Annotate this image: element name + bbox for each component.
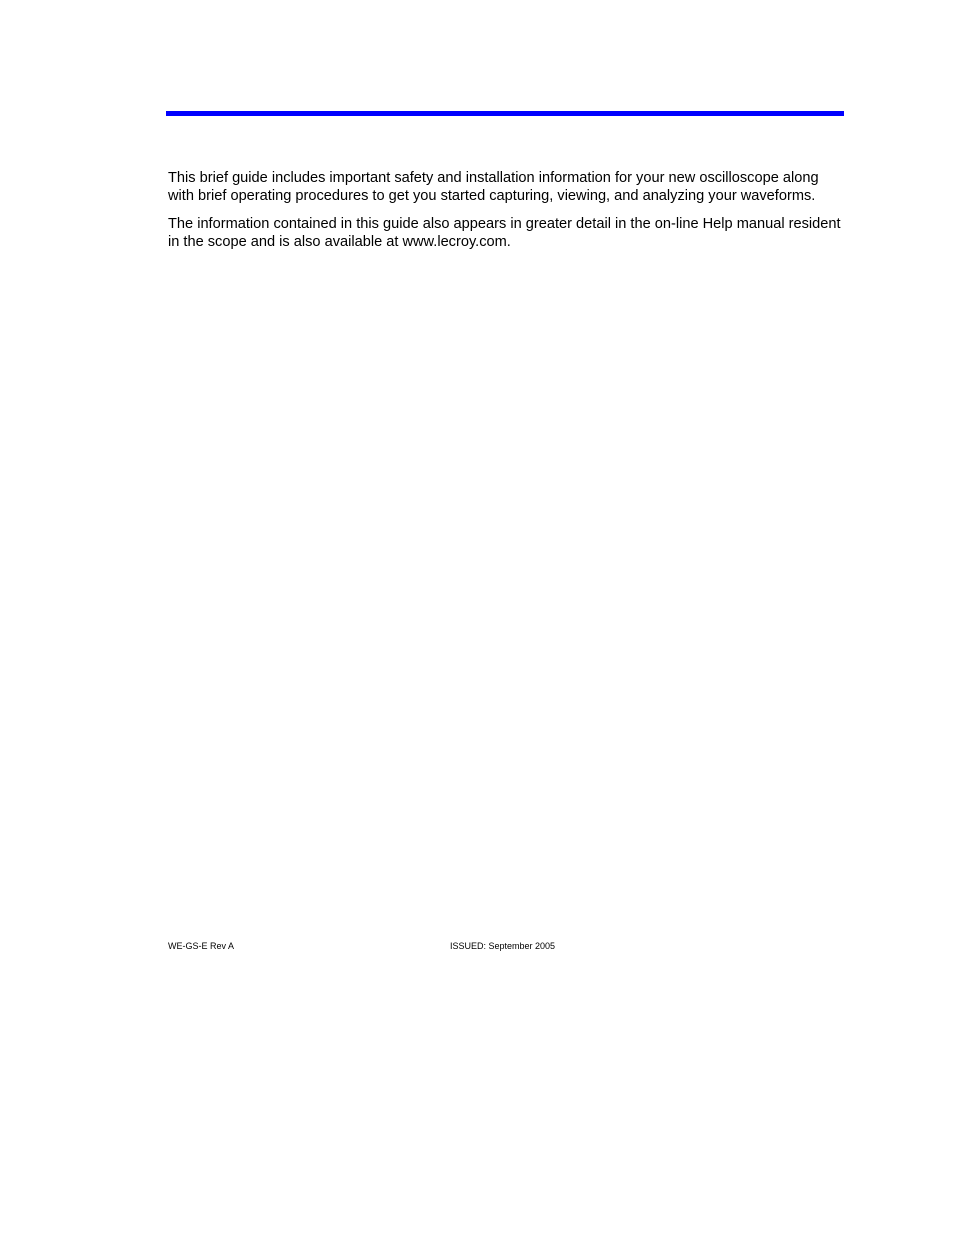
header-rule [166, 111, 844, 116]
footer-doc-id: WE-GS-E Rev A [168, 941, 235, 951]
intro-section [168, 169, 844, 261]
footer-issued-date: ISSUED: September 2005 [450, 941, 556, 951]
intro-paragraph-1: This brief guide includes important safety and installation information for your new oscilloscope along with brief operating procedures to get you started capturing, viewing, and analyzing your waveforms. [168, 170, 819, 204]
intro-paragraph-2: The information contained in this guide also appears in greater detail in the on-line Help manual resident in the scope and is also available at www.lecroy.com. [168, 216, 841, 250]
